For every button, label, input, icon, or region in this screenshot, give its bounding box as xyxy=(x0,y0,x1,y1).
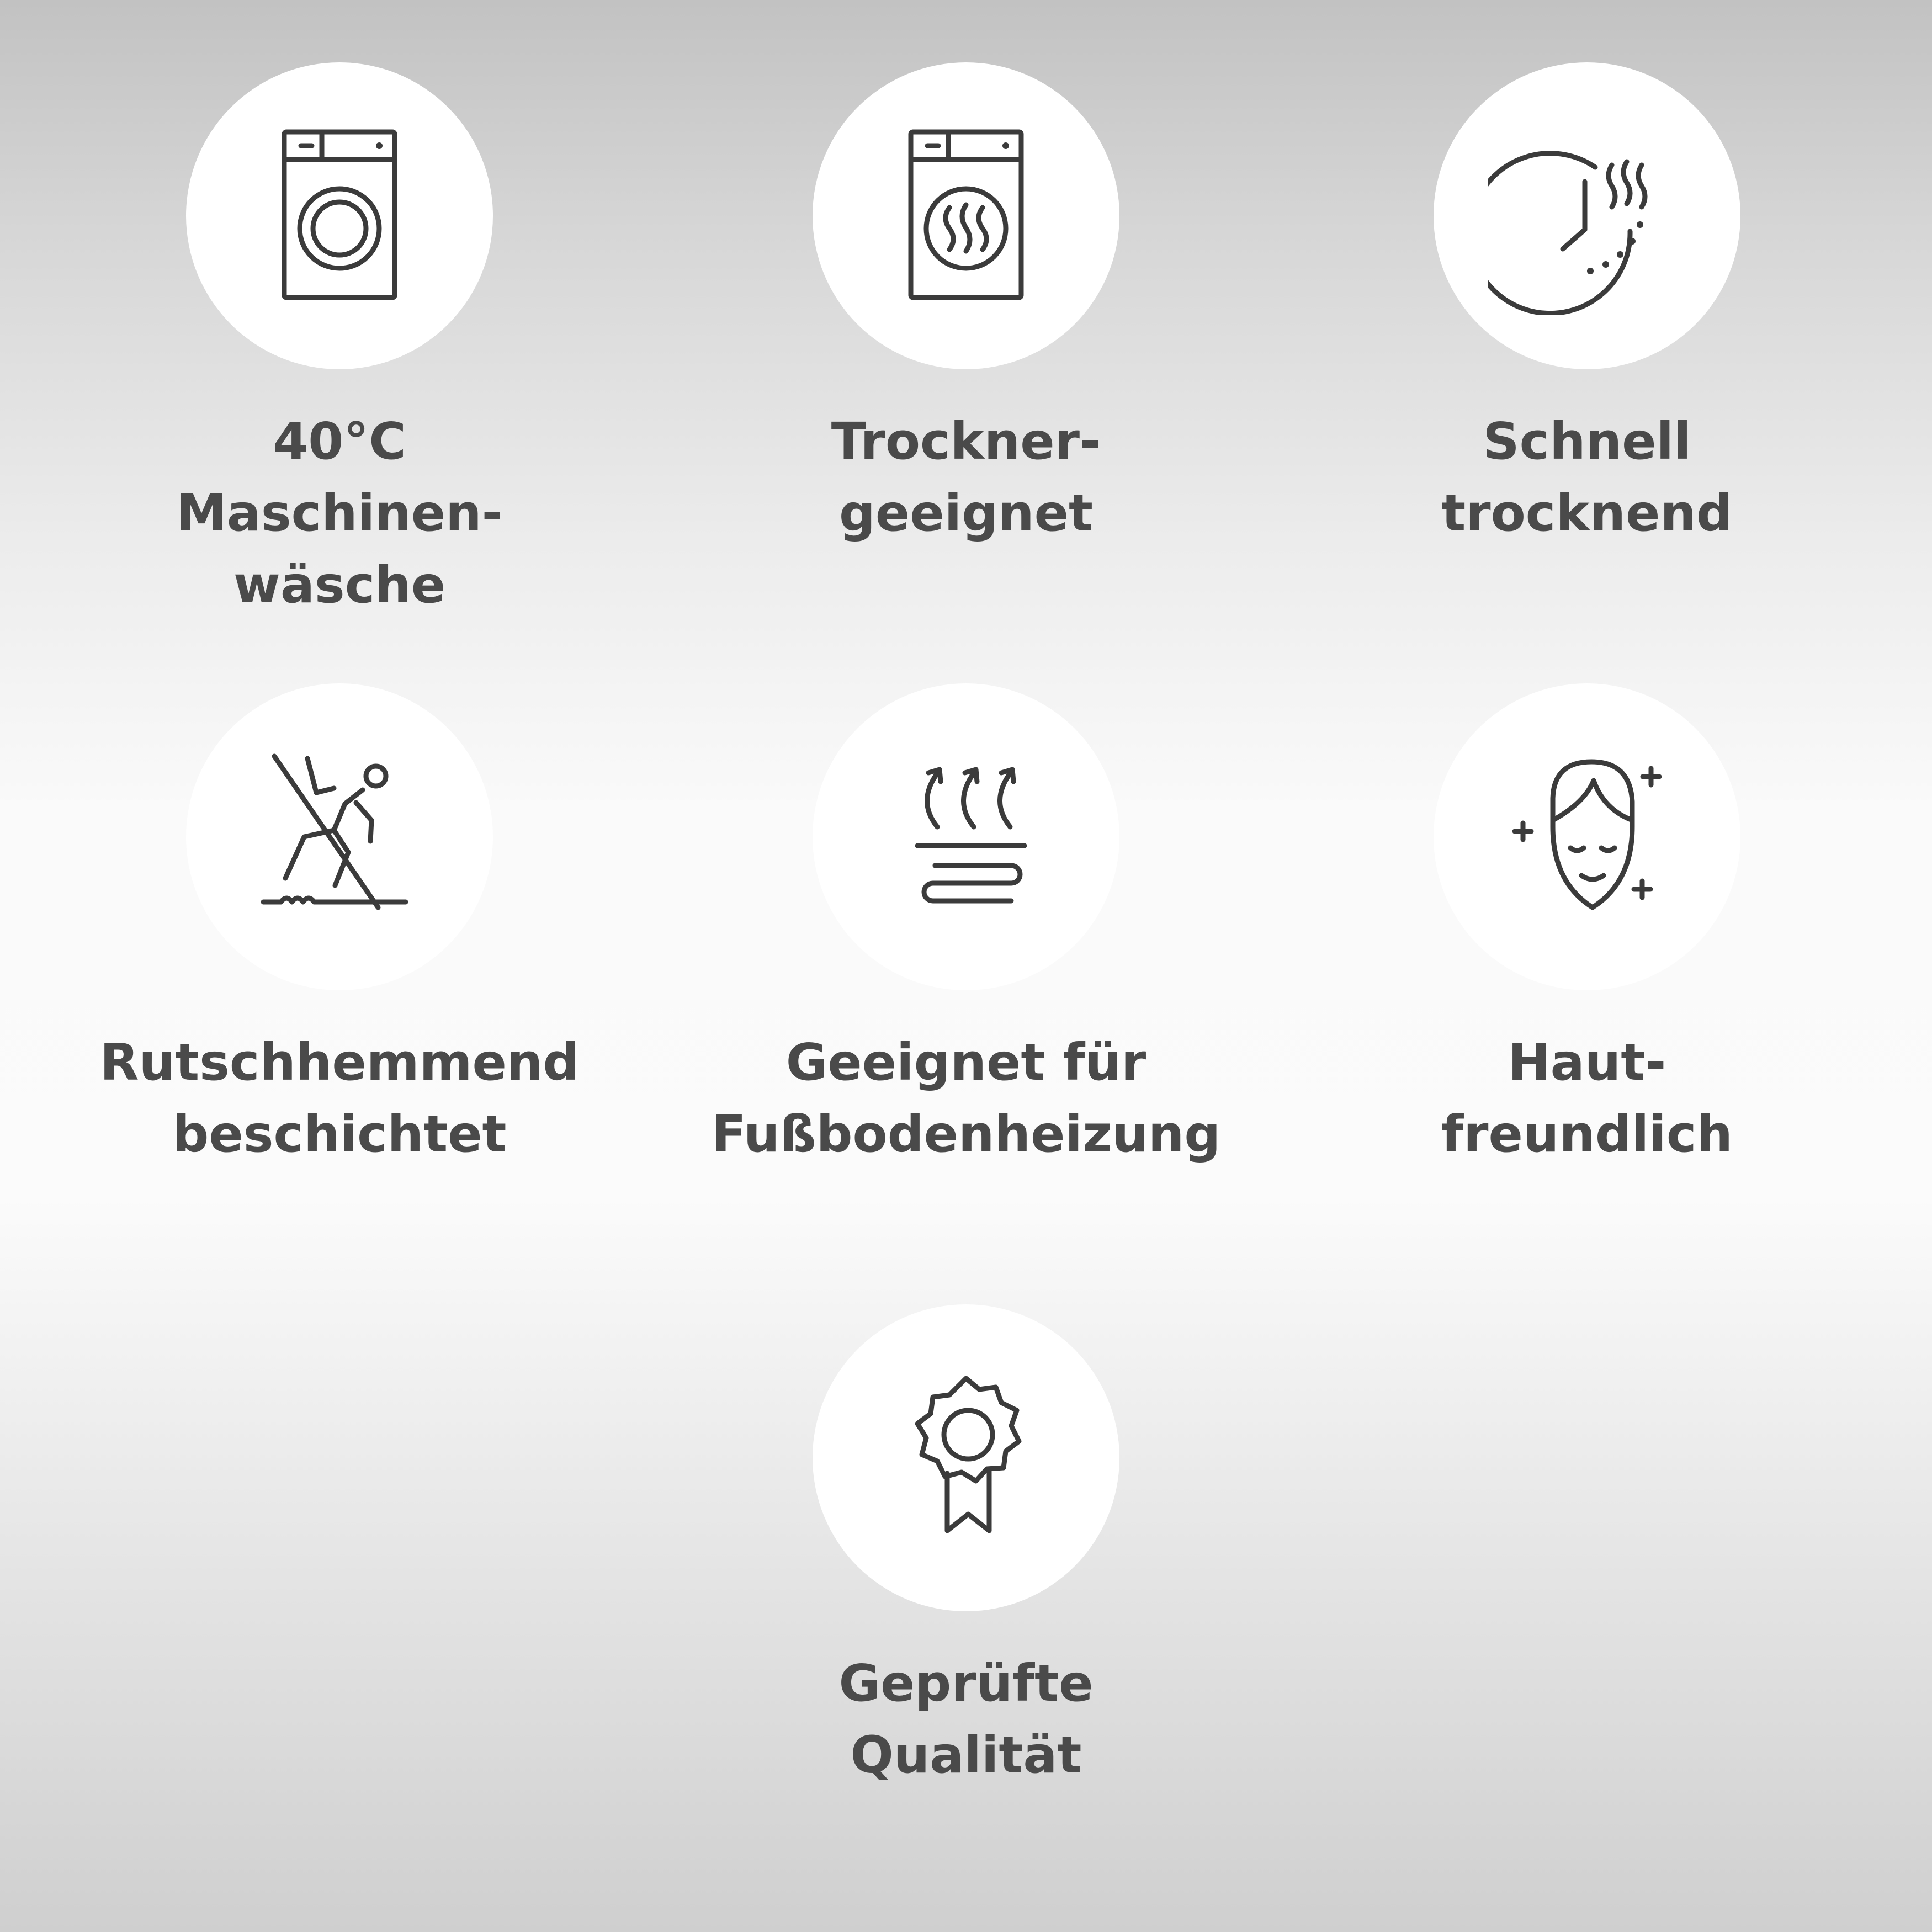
skin-friendly-face-icon xyxy=(1488,737,1686,936)
label-line: geeignet xyxy=(839,484,1093,543)
feature-floor-heating xyxy=(690,621,1242,1228)
icon-circle xyxy=(186,62,493,369)
icon-circle xyxy=(1434,683,1740,990)
quality-badge-icon xyxy=(867,1358,1065,1557)
feature-anti-slip xyxy=(63,621,615,1228)
label-line: beschichtet xyxy=(172,1105,507,1164)
label-line: Qualität xyxy=(850,1726,1082,1785)
label-line: Maschinen- xyxy=(176,484,503,543)
icon-circle xyxy=(186,683,493,990)
label-line: freundlich xyxy=(1441,1105,1733,1164)
label-line: Haut- xyxy=(1508,1033,1666,1092)
label-line: Schnell xyxy=(1483,412,1691,471)
label-line: Geeignet für xyxy=(785,1033,1147,1092)
feature-skin-friendly xyxy=(1311,621,1863,1228)
label-line: wäsche xyxy=(233,555,446,614)
feature-certified-quality xyxy=(690,1242,1242,1849)
label-line: Fußbodenheizung xyxy=(711,1105,1221,1164)
label-line: Geprüfte xyxy=(838,1654,1094,1713)
icon-circle xyxy=(813,683,1119,990)
feature-label xyxy=(1311,406,1863,549)
feature-label xyxy=(690,1648,1242,1791)
icon-circle xyxy=(1434,62,1740,369)
label-line: Rutschhemmend xyxy=(99,1033,580,1092)
icon-circle xyxy=(813,1304,1119,1611)
feature-label xyxy=(690,406,1242,549)
feature-quick-dry xyxy=(1311,0,1863,607)
label-line: trocknend xyxy=(1441,484,1733,543)
quick-dry-clock-icon xyxy=(1488,116,1686,315)
feature-label xyxy=(63,1027,615,1170)
feature-machine-wash xyxy=(63,0,615,614)
washing-machine-icon xyxy=(240,116,439,315)
feature-label xyxy=(690,1027,1242,1170)
icon-circle xyxy=(813,62,1119,369)
label-line: Trockner- xyxy=(831,412,1101,471)
feature-label xyxy=(63,406,615,621)
anti-slip-icon xyxy=(240,737,439,936)
dryer-icon xyxy=(867,116,1065,315)
floor-heating-icon xyxy=(867,737,1065,936)
label-line: 40°C xyxy=(273,412,406,471)
feature-dryer-suitable xyxy=(690,0,1242,607)
feature-label xyxy=(1311,1027,1863,1170)
